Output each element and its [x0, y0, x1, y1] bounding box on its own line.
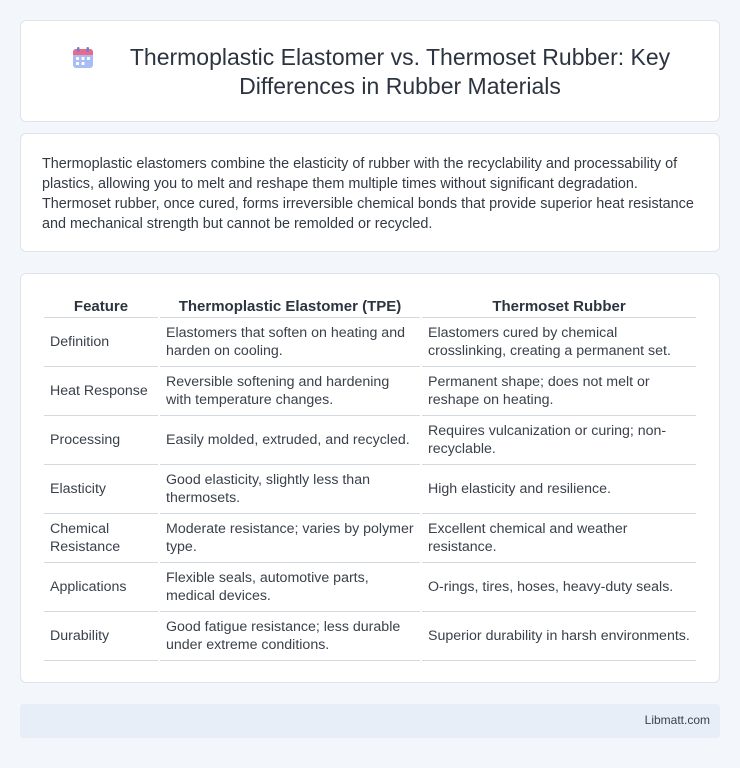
table-card [20, 273, 720, 683]
row-tpe: Easily molded, extruded, and recycled. [160, 416, 420, 465]
row-feature: Processing [44, 416, 158, 465]
row-thermoset: Excellent chemical and weather resistance. [422, 514, 696, 563]
page-title: Thermoplastic Elastomer vs. Thermoset Rubber: Key Differences in Rubber Materials [129, 44, 671, 99]
footer [20, 704, 720, 738]
row-thermoset: O-rings, tires, hoses, heavy-duty seals. [422, 563, 696, 612]
comparison-table [42, 296, 698, 661]
row-tpe: Elastomers that soften on heating and harden on cooling. [160, 318, 420, 367]
header-feature: Feature [44, 296, 158, 318]
table-row [44, 318, 696, 367]
row-tpe: Good elasticity, slightly less than thermosets. [160, 465, 420, 514]
row-tpe: Moderate resistance; varies by polymer type. [160, 514, 420, 563]
row-feature: Heat Response [44, 367, 158, 416]
row-feature: Applications [44, 563, 158, 612]
row-tpe: Good fatigue resistance; less durable under extreme conditions. [160, 612, 420, 661]
row-thermoset: Elastomers cured by chemical crosslinking, creating a permanent set. [422, 318, 696, 367]
row-feature: Durability [44, 612, 158, 661]
row-thermoset: High elasticity and resilience. [422, 465, 696, 514]
table-row [44, 514, 696, 563]
table-row [44, 416, 696, 465]
table-row [44, 367, 696, 416]
table-row [44, 563, 696, 612]
intro-paragraph: Thermoplastic elastomers combine the elasticity of rubber with the recyclability and processability of plastics, allowing you to melt and reshape them multiple times without significant degradation. Thermoset rubber, once cured, forms irreversible chemical bonds that provide superior heat resistance and mechanical strength but cannot be remolded or recycled. [42, 156, 694, 232]
row-tpe: Reversible softening and hardening with temperature changes. [160, 367, 420, 416]
row-thermoset: Superior durability in harsh environments. [422, 612, 696, 661]
header-card [20, 20, 720, 122]
row-feature: Definition [44, 318, 158, 367]
row-thermoset: Requires vulcanization or curing; non-recyclable. [422, 416, 696, 465]
table-row [44, 465, 696, 514]
row-tpe: Flexible seals, automotive parts, medical devices. [160, 563, 420, 612]
header-thermoset: Thermoset Rubber [422, 296, 696, 318]
row-thermoset: Permanent shape; does not melt or reshape on heating. [422, 367, 696, 416]
intro-card [20, 133, 720, 252]
table-header-row [44, 296, 696, 318]
footer-site-link[interactable]: Libmatt.com [644, 713, 710, 727]
title-wrap [21, 43, 719, 101]
header-tpe: Thermoplastic Elastomer (TPE) [160, 296, 420, 318]
table-row [44, 612, 696, 661]
row-feature: Chemical Resistance [44, 514, 158, 563]
row-feature: Elasticity [44, 465, 158, 514]
